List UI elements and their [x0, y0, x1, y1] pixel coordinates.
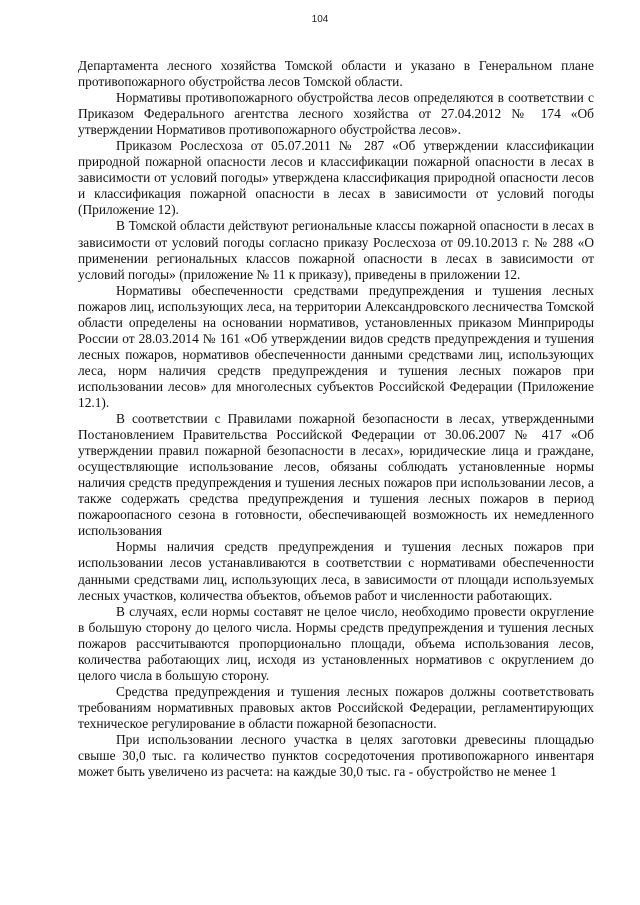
paragraph-rosleskhoz-287: Приказом Рослесхоза от 05.07.2011 № 287 «Об утверждении классификации природной пожарной опасности лесов и классификации пожарной опасности в лесах в зависимости от условий погоды» утверждена классификация природной опасности лесов и классификация пожарной опасности в лесах в зависимости от условий погоды (Приложение 12).: [78, 138, 594, 218]
paragraph-equipment-norms: Нормативы обеспеченности средствами предупреждения и тушения лесных пожаров лиц, использующих леса, на территории Александровского лесничества Томской области определены на основании нормативов, установленных приказом Минприроды России от 28.03.2014 № 161 «Об утверждении видов средств предупреждения и тушения лесных пожаров, нормативов обеспеченности данными средствами лиц, использующих леса, норм наличия средств предупреждения и тушения лесных пожаров при использовании лесов» для многолесных субъектов Российской Федерации (Приложение 12.1).: [78, 282, 594, 410]
paragraph-fire-norms: Нормативы противопожарного обустройства лесов определяются в соответствии с Приказом Федерального агентства лесного хозяйства от 27.04.2012 № 174 «Об утверждении Нормативов противопожарного обустройства лесов».: [78, 90, 594, 138]
paragraph-logging-area: При использовании лесного участка в целях заготовки древесины площадью свыше 30,0 тыс. га количество пунктов сосредоточения противопожарного инвентаря может быть увеличено из расчета: на каждые 30,0 тыс. га - обустройство не менее 1: [78, 731, 594, 780]
paragraph-requirements: Средства предупреждения и тушения лесных пожаров должны соответствовать требованиям нормативных правовых актов Российской Федерации, регламентирующих техническое регулирование в области пожарной безопасности.: [78, 683, 594, 731]
document-body: [78, 58, 594, 780]
paragraph-continuation: Департамента лесного хозяйства Томской области и указано в Генеральном плане противопожарного обустройства лесов Томской области.: [78, 58, 594, 90]
paragraph-regional-classes: В Томской области действуют региональные классы пожарной опасности в лесах в зависимости от условий погоды согласно приказу Рослесхоза от 09.10.2013 г. № 288 «О применении региональных классов пожарной опасности в лесах в зависимости от условий погоды» (приложение № 11 к приказу), приведены в приложении 12.: [78, 218, 594, 282]
paragraph-fire-safety-rules: В соответствии с Правилами пожарной безопасности в лесах, утвержденными Постановлением Правительства Российской Федерации от 30.06.2007 № 417 «Об утверждении правил пожарной безопасности в лесах», юридические лица и граждане, осуществляющие использование лесов, обязаны соблюдать установленные нормы наличия средств предупреждения и тушения лесных пожаров при использовании лесов, а также содержать средства предупреждения и тушения лесных пожаров в период пожароопасного сезона в готовности, обеспечивающей возможность их немедленного использования: [78, 411, 594, 539]
paragraph-rounding: В случаях, если нормы составят не целое число, необходимо провести округление в большую сторону до целого числа. Нормы средств предупреждения и тушения лесных пожаров рассчитываются пропорционально площади, объема использования лесов, количества работающих лиц, исходя из установленных нормативов с округлением до целого числа в большую сторону.: [78, 603, 594, 683]
page-number: 104: [311, 14, 329, 25]
paragraph-norms-establishment: Нормы наличия средств предупреждения и тушения лесных пожаров при использовании лесов устанавливаются в соответствии с нормативами обеспеченности данными средствами лиц, использующих леса, в зависимости от площади используемых лесных участков, количества объектов, объемов работ и численности работающих.: [78, 539, 594, 603]
